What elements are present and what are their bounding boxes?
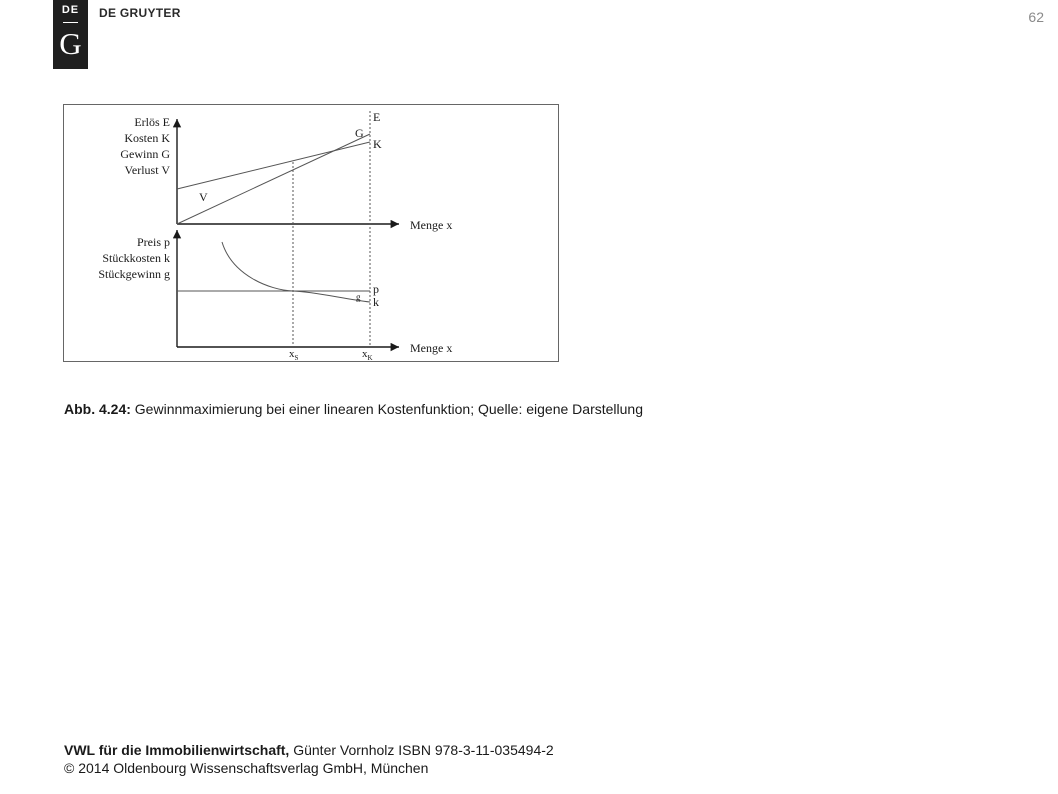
bottom-x-axis-label: Menge x <box>410 341 453 355</box>
footer-book-title: VWL für die Immobilienwirtschaft, <box>64 742 290 758</box>
footer-book-info: Günter Vornholz ISBN 978-3-11-035494-2 <box>289 742 554 758</box>
top-y-label-loss: Verlust V <box>124 163 170 177</box>
revenue-line <box>177 134 370 224</box>
unit-profit-label: g <box>356 292 361 302</box>
x-tick-breakeven: $x_S$ <box>289 348 299 361</box>
publisher-logo <box>53 0 88 69</box>
top-x-axis-label: Menge x <box>410 218 453 232</box>
footer-book-line <box>64 741 554 759</box>
publisher-name: DE GRUYTER <box>99 6 181 20</box>
figure-frame <box>63 104 559 362</box>
unit-cost-curve <box>222 242 370 302</box>
x-tick-breakeven-sub: S <box>294 354 299 361</box>
economics-diagram <box>64 105 558 361</box>
unit-cost-label: k <box>373 295 379 309</box>
top-y-label-profit: Gewinn G <box>120 147 170 161</box>
x-tick-capacity: $x_K$ <box>362 348 373 361</box>
price-label: p <box>373 282 379 296</box>
logo-de-text: DE <box>61 4 80 16</box>
loss-label: V <box>199 190 208 204</box>
logo-divider <box>63 22 78 23</box>
bottom-y-label-unit-cost: Stückkosten k <box>102 251 170 265</box>
logo-g-text: G <box>59 26 82 61</box>
cost-label: K <box>373 137 382 151</box>
page-number: 62 <box>1028 9 1044 25</box>
bottom-y-label-unit-profit: Stückgewinn g <box>98 267 170 281</box>
cost-line <box>177 142 370 189</box>
bottom-y-label-price: Preis p <box>137 235 170 249</box>
revenue-label: E <box>373 110 381 124</box>
top-y-label-revenue: Erlös E <box>134 115 170 129</box>
top-y-label-cost: Kosten K <box>124 131 170 145</box>
profit-label: G <box>355 126 364 140</box>
figure-caption <box>64 401 643 417</box>
caption-label: Abb. 4.24: <box>64 401 131 417</box>
x-tick-capacity-sub: K <box>367 354 373 361</box>
caption-text: Gewinnmaximierung bei einer linearen Kostenfunktion; Quelle: eigene Darstellung <box>130 401 643 417</box>
footer-copyright: © 2014 Oldenbourg Wissenschaftsverlag GmbH, München <box>64 760 429 776</box>
page-footer <box>64 741 554 777</box>
